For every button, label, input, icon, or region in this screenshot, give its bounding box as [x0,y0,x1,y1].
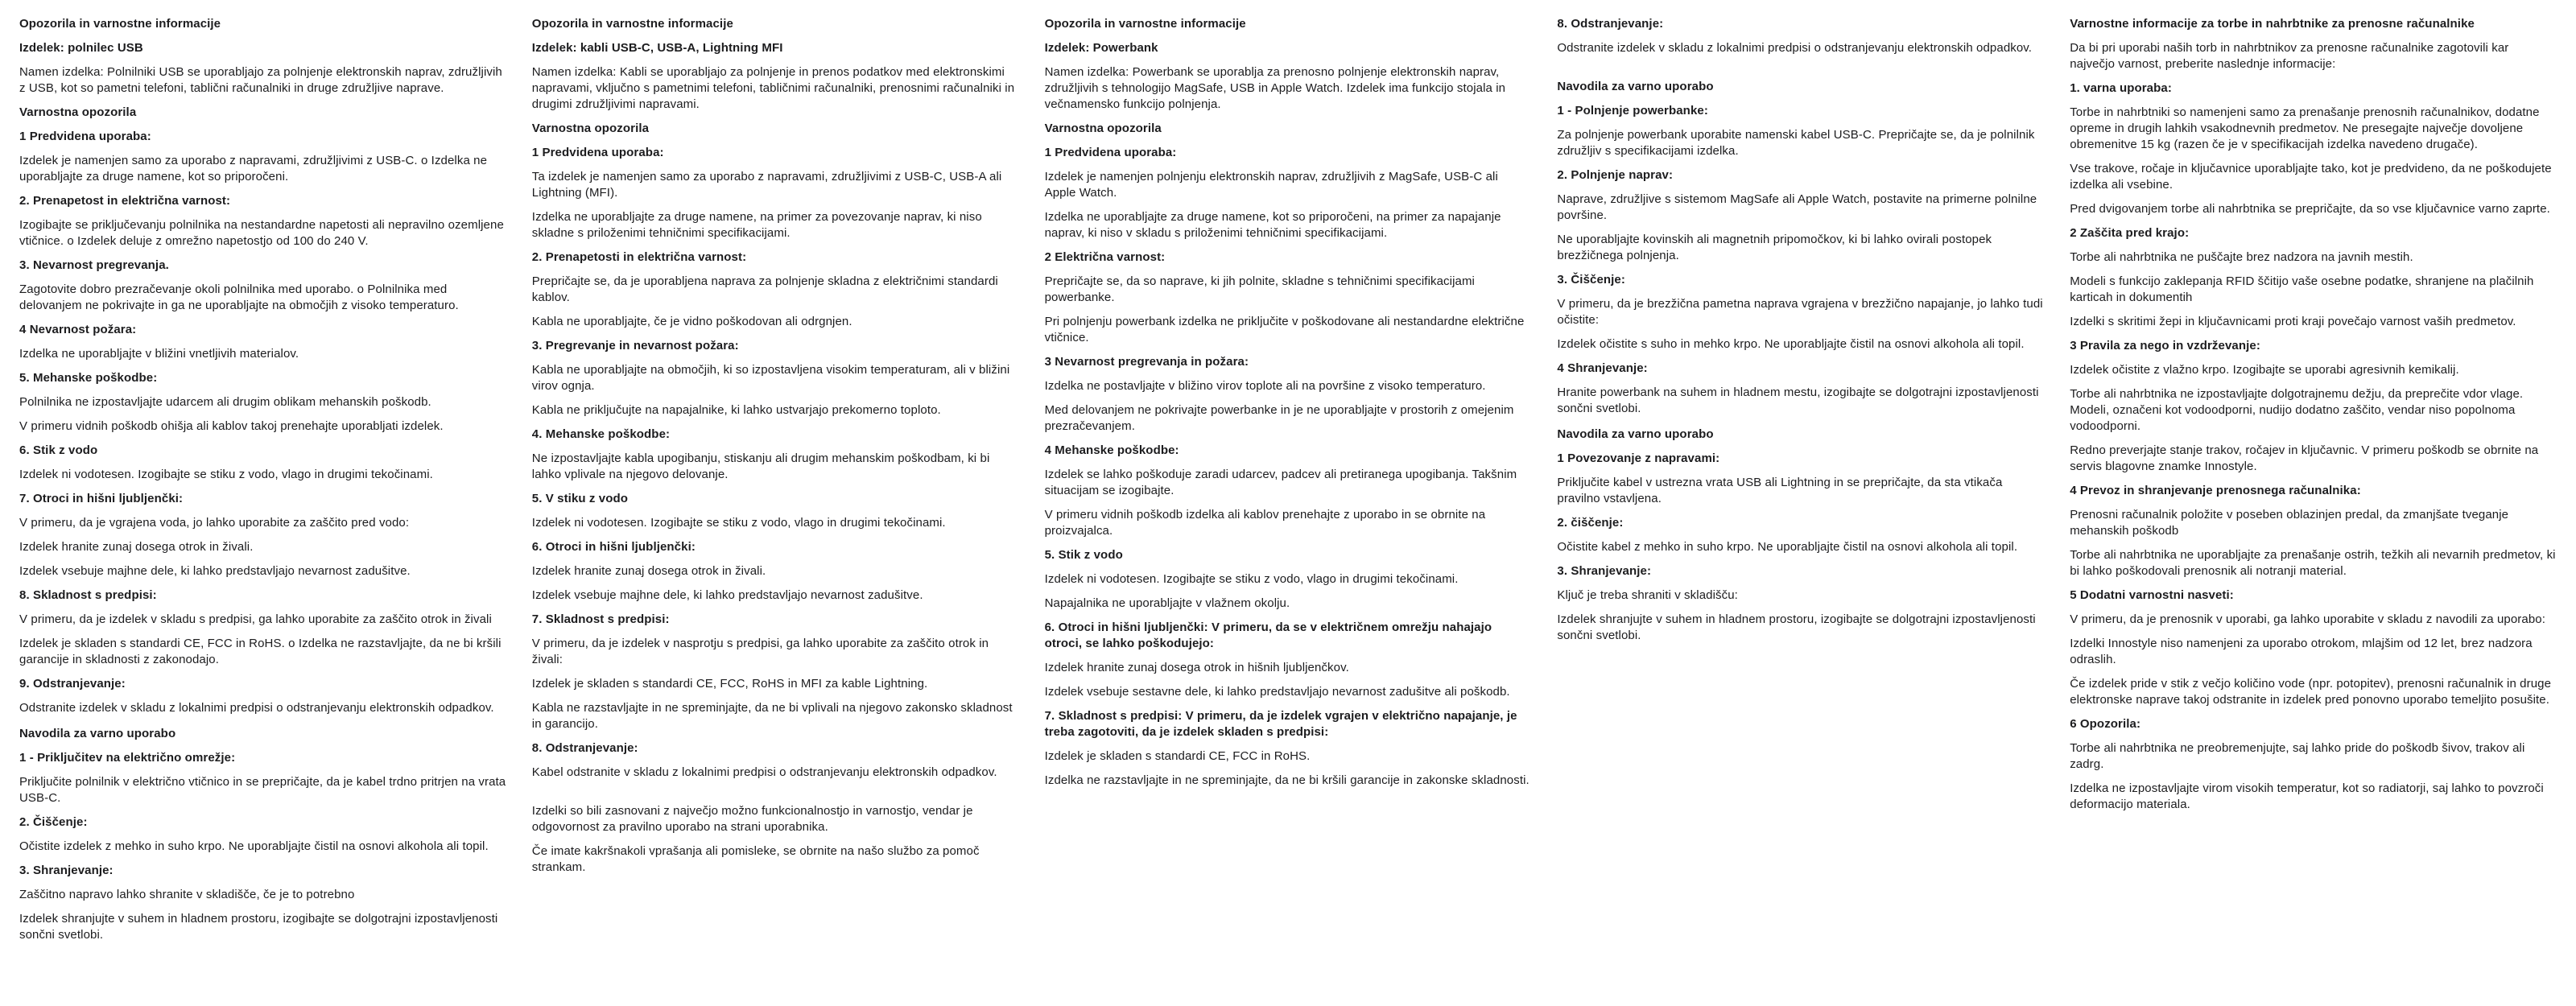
section-heading: 1. varna uporaba: [2070,81,2172,95]
column-2-kabli [532,16,1019,884]
section-heading: 7. Skladnost s predpisi: V primeru, da je izdelek vgrajen v električno napajanje, je treba zagotoviti, da je izdelek skladen s predpisi: [1044,709,1517,739]
paragraph: Odstranite izdelek v skladu z lokalnimi predpisi o odstranjevanju elektronskih odpadkov. [19,701,494,715]
section-heading: 2 Električna varnost: [1044,250,1166,264]
paragraph: V primeru, da je prenosnik v uporabi, ga lahko uporabite v skladu z navodili za uporabo: [2070,612,2545,626]
paragraph: Izdelka ne razstavljajte in ne spreminjajte, da ne bi kršili garancije in zakonske skladnosti. [1044,773,1530,787]
paragraph: Prepričajte se, da je uporabljena naprava za polnjenje skladna z električnimi standardi kablov. [531,274,998,304]
paragraph: Kabla ne razstavljajte in ne spreminjajte, da ne bi vplivali na njegovo zakonsko skladnost in garancijo. [531,701,1013,731]
paragraph: Izdelek se lahko poškoduje zaradi udarcev, padcev ali pretiranega upogibanja. Takšnim situacijam se izogibajte. [1044,468,1517,497]
paragraph: Pri polnjenju powerbank izdelka ne priključite v poškodovane ali nestandardne električne vtičnice. [1044,315,1525,344]
paragraph: Če imate kakršnakoli vprašanja ali pomisleke, se obrnite na našo službo za pomoč strankam. [531,844,980,874]
column-3-powerbank [1045,16,1532,797]
paragraph: Izdelek vsebuje majhne dele, ki lahko predstavljajo nevarnost zadušitve. [19,564,411,578]
section-heading: 4 Shranjevanje: [1557,361,1648,375]
paragraph: Izdelki s skritimi žepi in ključavnicami proti kraji povečajo varnost vaših predmetov. [2070,315,2516,328]
section-heading: 2. Čiščenje: [19,815,88,829]
section-heading: 5. Stik z vodo [1044,548,1123,562]
paragraph: Izdelek hranite zunaj dosega otrok in živali. [531,564,766,578]
section-heading: 2 Zaščita pred krajo: [2070,226,2190,240]
section-heading: Navodila za varno uporabo [1557,80,1714,93]
paragraph: Kabel odstranite v skladu z lokalnimi predpisi o odstranjevanju elektronskih odpadkov. [531,765,997,779]
paragraph: Vse trakove, ročaje in ključavnice uporabljajte tako, kot je predvideno, da ne poškodujete izdelka ali vsebine. [2070,162,2552,192]
paragraph: Če izdelek pride v stik z večjo količino vode (npr. potopitev), prenosni računalnik in druge elektronske naprave takoj odstranite in izdelek pred ponovno uporabo temeljito posušite. [2070,677,2552,707]
paragraph: Izdelek vsebuje sestavne dele, ki lahko predstavljajo nevarnost zadušitve ali poškodb. [1044,685,1510,699]
section-heading: 3 Pravila za nego in vzdrževanje: [2070,339,2260,353]
paragraph: Očistite izdelek z mehko in suho krpo. Ne uporabljajte čistil na osnovi alkohola ali topil. [19,839,489,853]
section-heading: 5. Mehanske poškodbe: [19,371,158,385]
section-heading: Opozorila in varnostne informacije [19,17,221,31]
paragraph: Izdelek shranjujte v suhem in hladnem prostoru, izogibajte se dolgotrajni izpostavljenosti sončni svetlobi. [1557,612,2036,642]
paragraph: Polnilnika ne izpostavljajte udarcem ali drugim oblikam mehanskih poškodb. [19,395,431,409]
section-heading: Opozorila in varnostne informacije [531,17,733,31]
paragraph: Izdelek hranite zunaj dosega otrok in hišnih ljubljenčkov. [1044,661,1349,674]
paragraph: Izdelek je skladen s standardi CE, FCC, RoHS in MFI za kable Lightning. [531,677,928,691]
paragraph: V primeru, da je izdelek v nasprotju s predpisi, ga lahko uporabite za zaščito otrok in živali: [531,637,989,666]
section-heading: 3. Shranjevanje: [1557,564,1652,578]
section-heading: 8. Odstranjevanje: [531,741,638,755]
column-5-torbe-nahrbtniki [2070,16,2557,821]
section-heading: Varnostna opozorila [1044,122,1162,135]
section-heading: 2. Polnjenje naprav: [1557,168,1674,182]
paragraph: Izdelka ne postavljajte v bližino virov toplote ali na površine z visoko temperaturo. [1044,379,1486,393]
paragraph: Izdelki Innostyle niso namenjeni za uporabo otrokom, mlajšim od 12 let, brez nadzora odraslih. [2070,637,2533,666]
paragraph: Izdelek očistite z vlažno krpo. Izogibajte se uporabi agresivnih kemikalij. [2070,363,2459,377]
paragraph: Naprave, združljive s sistemom MagSafe ali Apple Watch, postavite na primerne polnilne površine. [1557,192,2037,222]
section-heading: 9. Odstranjevanje: [19,677,126,691]
section-heading: 3 Nevarnost pregrevanja in požara: [1044,355,1249,369]
paragraph: Izogibajte se priključevanju polnilnika na nestandardne napetosti ali nepravilno ozemljene vtičnice. o Izdelek deluje z omrežno napetostjo od 100 do 240 V. [19,218,504,248]
paragraph: Priključite polnilnik v električno vtičnico in se prepričajte, da je kabel trdno pritrjen na vrata USB-C. [19,775,506,805]
section-heading: 4 Mehanske poškodbe: [1044,443,1179,457]
section-heading: Navodila za varno uporabo [19,727,176,740]
paragraph: Kabla ne uporabljajte, če je vidno poškodovan ali odrgnjen. [531,315,852,328]
paragraph: Redno preverjajte stanje trakov, ročajev in ključavnic. V primeru poškodb se obrnite na servis blagovne znamke Innostyle. [2070,443,2539,473]
paragraph: Kabla ne uporabljajte na območjih, ki so izpostavljena visokim temperaturam, ali v bližini virov ognja. [531,363,1010,393]
section-heading: 3. Shranjevanje: [19,864,114,877]
section-heading: 4. Mehanske poškodbe: [531,427,671,441]
section-heading: 6. Otroci in hišni ljubljenčki: [531,540,696,554]
paragraph: Prenosni računalnik položite v poseben oblazinjen predal, da zmanjšate tveganje mehanskih poškodb [2070,508,2509,538]
paragraph: Očistite kabel z mehko in suho krpo. Ne uporabljajte čistil na osnovi alkohola ali topil. [1557,540,2018,554]
section-heading: 8. Skladnost s predpisi: [19,588,157,602]
paragraph: Da bi pri uporabi naših torb in nahrbtnikov za prenosne računalnike zagotovili kar največjo varnost, preberite naslednje informacije: [2070,41,2509,71]
section-heading: 4 Nevarnost požara: [19,323,137,336]
paragraph: Kabla ne priključujte na napajalnike, ki lahko ustvarjajo prekomerno toploto. [531,403,941,417]
paragraph: Torbe ali nahrbtnika ne puščajte brez nadzora na javnih mestih. [2070,250,2413,264]
section-heading: 3. Pregrevanje in nevarnost požara: [531,339,739,353]
paragraph: Ne uporabljajte kovinskih ali magnetnih pripomočkov, ki bi lahko ovirali postopek brezžičnega polnjenja. [1557,233,1992,262]
paragraph: Izdelki so bili zasnovani z največjo možno funkcionalnostjo in varnostjo, vendar je odgovornost za pravilno uporabo na strani uporabnika. [531,804,973,834]
paragraph: Izdelek je skladen s standardi CE, FCC in RoHS. [1044,749,1311,763]
column-4-powerbank-navodila [1557,16,2044,652]
section-heading: 4 Prevoz in shranjevanje prenosnega računalnika: [2070,484,2361,497]
paragraph: Izdelek vsebuje majhne dele, ki lahko predstavljajo nevarnost zadušitve. [531,588,923,602]
paragraph: Napajalnika ne uporabljajte v vlažnem okolju. [1044,596,1290,610]
paragraph: Za polnjenje powerbank uporabite namenski kabel USB-C. Prepričajte se, da je polnilnik združljiv s specifikacijami izdelka. [1557,128,2035,158]
section-heading: Varnostna opozorila [531,122,650,135]
section-heading: Varnostna opozorila [19,105,137,119]
paragraph: Izdelka ne uporabljajte v bližini vnetljivih materialov. [19,347,299,361]
paragraph: Namen izdelka: Powerbank se uporablja za prenosno polnjenje elektronskih naprav, združljivih s tehnologijo MagSafe, USB in Apple Watch. Izdelek ima funkcijo stojala in večnamensko funkcijo polnjenja. [1044,65,1506,111]
paragraph: V primeru vidnih poškodb ohišja ali kablov takoj prenehajte uporabljati izdelek. [19,419,444,433]
section-heading: 5. V stiku z vodo [531,492,629,505]
section-heading: 1 Predvidena uporaba: [19,130,151,143]
section-heading: 1 - Polnjenje powerbanke: [1557,104,1708,118]
paragraph: Modeli s funkcijo zaklepanja RFID ščitijo vaše osebne podatke, shranjene na plačilnih karticah in dokumentih [2070,274,2534,304]
paragraph: Odstranite izdelek v skladu z lokalnimi predpisi o odstranjevanju elektronskih odpadkov. [1557,41,2033,55]
section-heading: 2. Prenapetosti in električna varnost: [531,250,747,264]
paragraph: Pred dvigovanjem torbe ali nahrbtnika se prepričajte, da so vse ključavnice varno zaprte. [2070,202,2550,216]
paragraph: Izdelek ni vodotesen. Izogibajte se stiku z vodo, vlago in drugimi tekočinami. [531,516,946,530]
paragraph: Namen izdelka: Kabli se uporabljajo za polnjenje in prenos podatkov med elektronskimi napravami, vključno s pametnimi telefoni, tabličnimi računalniki, prenosnimi računalniki in drugimi združljivimi napravami. [531,65,1015,111]
section-heading: Opozorila in varnostne informacije [1044,17,1246,31]
paragraph: Izdelek očistite s suho in mehko krpo. Ne uporabljajte čistil na osnovi alkohola ali topil. [1557,337,2025,351]
paragraph: Priključite kabel v ustrezna vrata USB ali Lightning in se prepričajte, da sta vtikača pravilno vstavljena. [1557,476,2003,505]
paragraph: V primeru, da je brezžična pametna naprava vgrajena v brezžično napajanje, jo lahko tudi očistite: [1557,297,2043,327]
paragraph: Torbe ali nahrbtnika ne izpostavljajte dolgotrajnemu dežju, da preprečite vdor vlage. Modeli, označeni kot vodoodporni, nudijo dodatno zaščito, vendar niso popolnoma vodoodporni. [2070,387,2524,433]
section-heading: 6. Otroci in hišni ljubljenčki: V primeru, da se v električnem omrežju nahajajo otroci, se lahko poškodujejo: [1044,621,1492,650]
paragraph: V primeru, da je izdelek v skladu s predpisi, ga lahko uporabite za zaščito otrok in živali [19,612,492,626]
paragraph: Izdelek ni vodotesen. Izogibajte se stiku z vodo, vlago in drugimi tekočinami. [19,468,433,481]
paragraph: Ta izdelek je namenjen samo za uporabo z napravami, združljivimi z USB-C, USB-A ali Lightning (MFI). [531,170,1002,200]
paragraph: Zaščitno napravo lahko shranite v skladišče, če je to potrebno [19,888,355,901]
section-heading: 7. Otroci in hišni ljubljenčki: [19,492,184,505]
paragraph: Izdelka ne uporabljajte za druge namene, kot so priporočeni, na primer za napajanje naprav, ki niso v skladu s priloženimi tehničnimi specifikacijami. [1044,210,1501,240]
paragraph: Izdelek je namenjen samo za uporabo z napravami, združljivimi z USB-C. o Izdelka ne uporabljajte za druge namene, kot so priporočeni. [19,154,488,183]
section-heading: 1 - Priključitev na električno omrežje: [19,751,236,765]
section-heading: Izdelek: Powerbank [1044,41,1158,55]
section-heading: 1 Predvidena uporaba: [1044,146,1177,159]
paragraph: Prepričajte se, da so naprave, ki jih polnite, skladne s tehničnimi specifikacijami powerbanke. [1044,274,1475,304]
paragraph: Izdelek je skladen s standardi CE, FCC in RoHS. o Izdelka ne razstavljajte, da ne bi kršili garancije in skladnosti z zakonodajo. [19,637,502,666]
section-heading: Izdelek: kabli USB-C, USB-A, Lightning MFI [531,41,783,55]
paragraph: V primeru vidnih poškodb izdelka ali kablov prenehajte z uporabo in se obrnite na proizvajalca. [1044,508,1486,538]
paragraph: Med delovanjem ne pokrivajte powerbanke in je ne uporabljajte v prostorih z omejenim prezračevanjem. [1044,403,1514,433]
section-heading: 5 Dodatni varnostni nasveti: [2070,588,2234,602]
paragraph: Izdelka ne uporabljajte za druge namene, na primer za povezovanje naprav, ki niso skladne s priloženimi tehničnimi specifikacijami. [531,210,982,240]
section-heading: 1 Povezovanje z napravami: [1557,451,1720,465]
paragraph: Izdelek hranite zunaj dosega otrok in živali. [19,540,254,554]
column-1-polnilec-usb [19,16,506,951]
paragraph: Ključ je treba shraniti v skladišču: [1557,588,1738,602]
section-heading: 8. Odstranjevanje: [1557,17,1664,31]
section-heading: 2. Prenapetost in električna varnost: [19,194,231,208]
paragraph: Izdelek shranjujte v suhem in hladnem prostoru, izogibajte se dolgotrajni izpostavljenosti sončni svetlobi. [19,912,498,942]
paragraph: Torbe ali nahrbtnika ne uporabljajte za prenašanje ostrih, težkih ali nevarnih predmetov, ki bi lahko poškodovali prenosnik ali notranji material. [2070,548,2556,578]
paragraph: Namen izdelka: Polnilniki USB se uporabljajo za polnjenje elektronskih naprav, združljivih z USB, kot so pametni telefoni, tablični računalniki in druge združljive naprave. [19,65,502,95]
paragraph: Torbe in nahrbtniki so namenjeni samo za prenašanje prenosnih računalnikov, dodatne opreme in drugih lahkih vsakodnevnih predmetov. Ne presegajte največje dovoljene obremenitve 15 kg (razen če je v specifikacijah izdelka navedeno drugače). [2070,105,2540,151]
section-heading: Varnostne informacije za torbe in nahrbtnike za prenosne računalnike [2070,17,2475,31]
section-heading: 6. Stik z vodo [19,443,98,457]
paragraph: Hranite powerbank na suhem in hladnem mestu, izogibajte se dolgotrajni izpostavljenosti sončni svetlobi. [1557,385,2039,415]
paragraph: Ne izpostavljajte kabla upogibanju, stiskanju ali drugim mehanskim poškodbam, ki bi lahko vplivale na njegovo delovanje. [531,451,990,481]
section-heading: Navodila za varno uporabo [1557,427,1714,441]
section-heading: 1 Predvidena uporaba: [531,146,664,159]
section-heading: 2. čiščenje: [1557,516,1624,530]
section-heading: 7. Skladnost s predpisi: [531,612,670,626]
paragraph: V primeru, da je vgrajena voda, jo lahko uporabite za zaščito pred vodo: [19,516,410,530]
paragraph: Izdelek je namenjen polnjenju elektronskih naprav, združljivih z MagSafe, USB-C ali Apple Watch. [1044,170,1498,200]
section-heading: 3. Čiščenje: [1557,273,1625,287]
section-heading: 3. Nevarnost pregrevanja. [19,258,169,272]
paragraph: Izdelek ni vodotesen. Izogibajte se stiku z vodo, vlago in drugimi tekočinami. [1044,572,1459,586]
paragraph: Zagotovite dobro prezračevanje okoli polnilnika med uporabo. o Polnilnika med delovanjem ne pokrivajte in ga ne uporabljajte na območjih z visoko temperaturo. [19,282,459,312]
section-heading: Izdelek: polnilec USB [19,41,143,55]
paragraph: Izdelka ne izpostavljajte virom visokih temperatur, kot so radiatorji, saj lahko to povzroči deformacijo materiala. [2070,781,2544,811]
paragraph: Torbe ali nahrbtnika ne preobremenjujte, saj lahko pride do poškodb šivov, trakov ali zadrg. [2070,741,2525,771]
section-heading: 6 Opozorila: [2070,717,2141,731]
